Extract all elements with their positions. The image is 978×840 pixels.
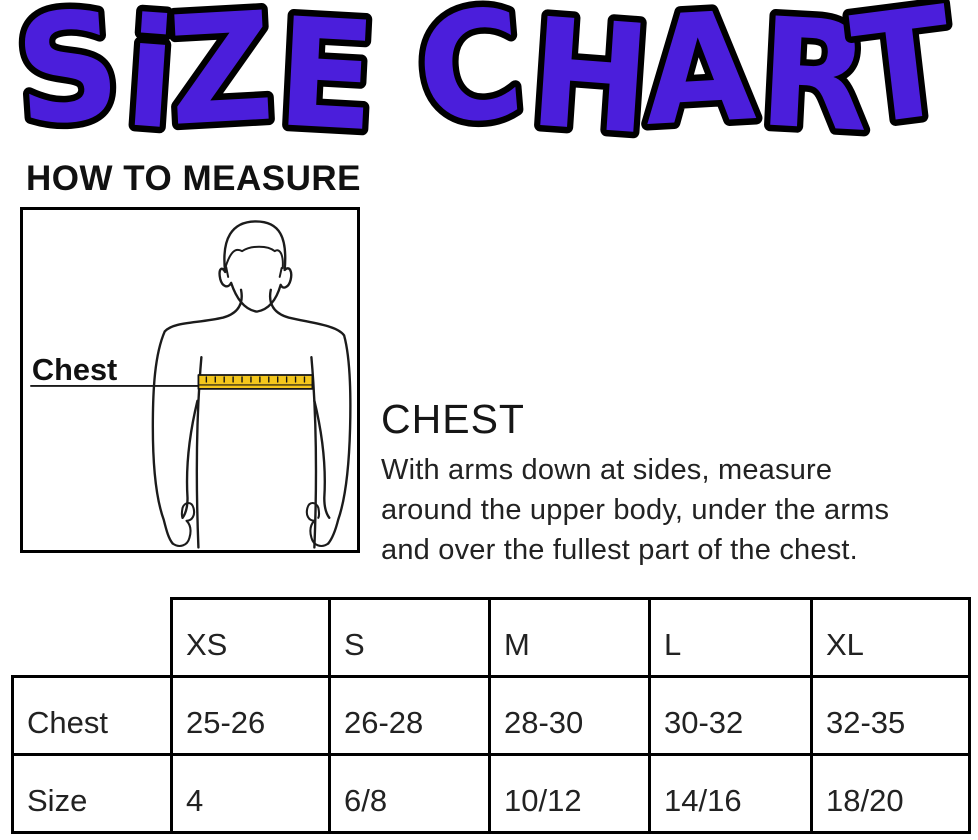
table-row-chest [13,677,970,755]
size-table-header-row [13,599,970,677]
figure-left-inner-arm [183,401,198,518]
figure-right-shoulder-arm [270,290,350,544]
figure-left-hand [173,503,194,546]
figure-chest-label: Chest [31,352,118,387]
row-label: Chest [13,677,172,755]
table-cell: 14/16 [650,755,812,833]
torso-line-art [23,210,357,550]
size-table [11,597,971,834]
size-column-header: S [330,599,490,677]
chest-section-heading: CHEST [381,396,525,442]
table-cell: 25-26 [172,677,330,755]
page-title-art [0,0,978,154]
table-cell: 28-30 [490,677,650,755]
table-cell: 10/12 [490,755,650,833]
size-column-header: M [490,599,650,677]
how-to-measure-heading: HOW TO MEASURE [26,159,361,198]
chest-section-description [381,450,889,570]
table-cell: 6/8 [330,755,490,833]
measure-description-line: and over the fullest part of the chest. [381,534,858,566]
size-table-blank-cell [13,599,172,677]
measure-description-line: With arms down at sides, measure [381,454,833,486]
figure-head [220,221,292,311]
figure-hairline [225,247,283,277]
table-cell: 26-28 [330,677,490,755]
page-title: SiZE CHART [10,0,967,154]
size-column-header: L [650,599,812,677]
table-cell: 4 [172,755,330,833]
size-column-header: XL [812,599,970,677]
measurement-figure-box [20,207,360,553]
table-cell: 32-35 [812,677,970,755]
table-cell: 30-32 [650,677,812,755]
row-label: Size [13,755,172,833]
measure-description-line: around the upper body, under the arms [381,494,890,526]
size-column-header: XS [172,599,330,677]
measuring-tape-icon [198,375,312,389]
table-cell: 18/20 [812,755,970,833]
table-row-size [13,755,970,833]
